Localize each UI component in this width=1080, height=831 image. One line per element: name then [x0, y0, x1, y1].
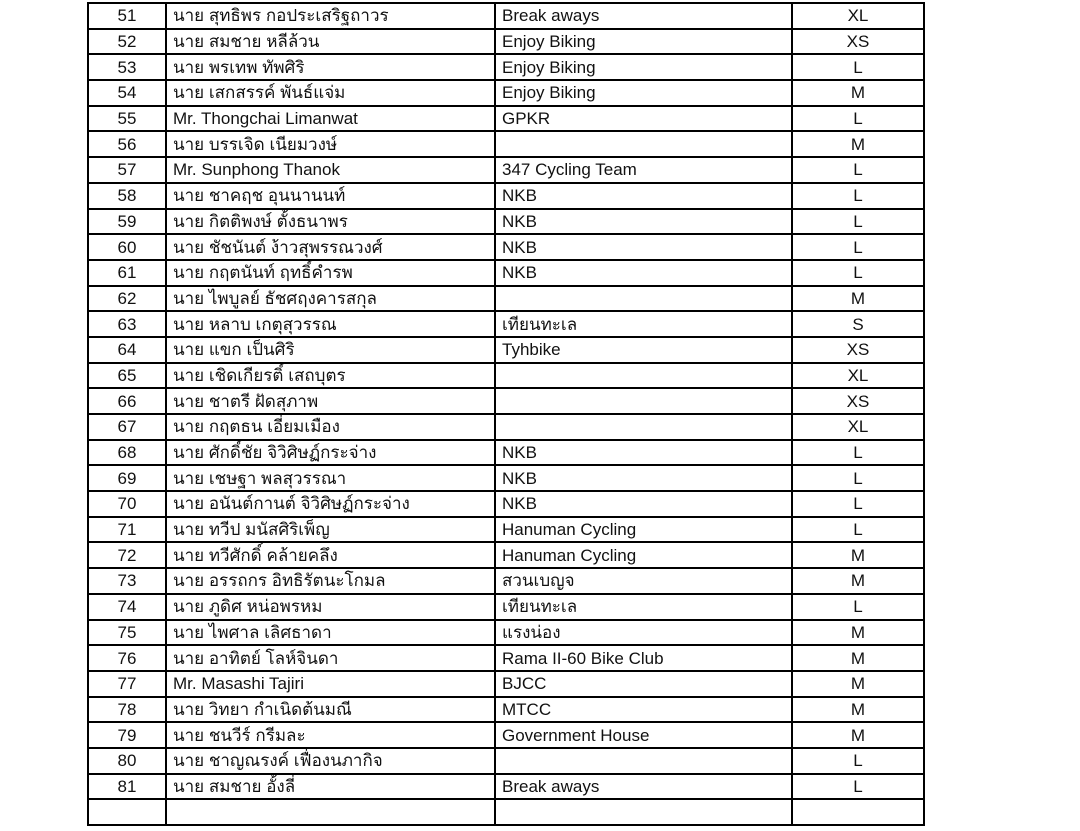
shirt-size-cell: M: [792, 645, 924, 671]
team-name-cell: เทียนทะเล: [495, 594, 792, 620]
shirt-size-cell: M: [792, 131, 924, 157]
participant-name-cell: นาย วิทยา กำเนิดต้นมณี: [166, 697, 495, 723]
team-name-cell: NKB: [495, 491, 792, 517]
shirt-size-cell: L: [792, 157, 924, 183]
row-number-cell: 67: [88, 414, 166, 440]
team-name-cell: BJCC: [495, 671, 792, 697]
shirt-size-cell: L: [792, 517, 924, 543]
row-number-cell: 78: [88, 697, 166, 723]
participant-name-cell: นาย แขก เป็นศิริ: [166, 337, 495, 363]
table-row: [88, 131, 924, 157]
shirt-size-cell: [792, 799, 924, 825]
row-number-cell: 59: [88, 209, 166, 235]
team-name-cell: [495, 799, 792, 825]
shirt-size-cell: S: [792, 311, 924, 337]
shirt-size-cell: XL: [792, 363, 924, 389]
participant-name-cell: นาย ศักดิ์ชัย จิวิศิษฏ์กระจ่าง: [166, 440, 495, 466]
table-row: [88, 517, 924, 543]
row-number-cell: 54: [88, 80, 166, 106]
row-number-cell: 79: [88, 722, 166, 748]
shirt-size-cell: L: [792, 106, 924, 132]
participant-name-cell: นาย ชาตรี ฝัดสุภาพ: [166, 388, 495, 414]
row-number-cell: 64: [88, 337, 166, 363]
team-name-cell: NKB: [495, 440, 792, 466]
table-row: [88, 157, 924, 183]
table-row: [88, 54, 924, 80]
participant-name-cell: นาย กิตติพงษ์ ตั้งธนาพร: [166, 209, 495, 235]
team-name-cell: Hanuman Cycling: [495, 542, 792, 568]
row-number-cell: [88, 799, 166, 825]
participant-name-cell: นาย บรรเจิด เนียมวงษ์: [166, 131, 495, 157]
participant-name-cell: นาย เชิดเกียรติ์ เสถบุตร: [166, 363, 495, 389]
table-row: [88, 697, 924, 723]
table-row: [88, 363, 924, 389]
participant-name-cell: นาย หลาบ เกตุสุวรรณ: [166, 311, 495, 337]
row-number-cell: 55: [88, 106, 166, 132]
shirt-size-cell: L: [792, 465, 924, 491]
shirt-size-cell: L: [792, 748, 924, 774]
shirt-size-cell: L: [792, 183, 924, 209]
team-name-cell: [495, 414, 792, 440]
shirt-size-cell: XS: [792, 337, 924, 363]
row-number-cell: 65: [88, 363, 166, 389]
shirt-size-cell: L: [792, 491, 924, 517]
table-row: [88, 286, 924, 312]
table-row: [88, 183, 924, 209]
participant-name-cell: Mr. Masashi Tajiri: [166, 671, 495, 697]
team-name-cell: Hanuman Cycling: [495, 517, 792, 543]
table-row: [88, 80, 924, 106]
team-name-cell: Rama II-60 Bike Club: [495, 645, 792, 671]
participant-name-cell: นาย ไพบูลย์ ธัชศฤงคารสกุล: [166, 286, 495, 312]
shirt-size-cell: L: [792, 54, 924, 80]
team-name-cell: [495, 286, 792, 312]
row-number-cell: 60: [88, 234, 166, 260]
team-name-cell: [495, 131, 792, 157]
table-row: [88, 260, 924, 286]
team-name-cell: NKB: [495, 465, 792, 491]
shirt-size-cell: XL: [792, 3, 924, 29]
participant-name-cell: Mr. Thongchai Limanwat: [166, 106, 495, 132]
participant-name-cell: นาย อนันต์กานต์ จิวิศิษฏ์กระจ่าง: [166, 491, 495, 517]
row-number-cell: 76: [88, 645, 166, 671]
shirt-size-cell: L: [792, 440, 924, 466]
row-number-cell: 61: [88, 260, 166, 286]
team-name-cell: [495, 363, 792, 389]
row-number-cell: 74: [88, 594, 166, 620]
team-name-cell: [495, 748, 792, 774]
participants-table: [87, 2, 925, 826]
row-number-cell: 71: [88, 517, 166, 543]
table-row: [88, 799, 924, 825]
row-number-cell: 56: [88, 131, 166, 157]
team-name-cell: Enjoy Biking: [495, 54, 792, 80]
table-row: [88, 671, 924, 697]
row-number-cell: 80: [88, 748, 166, 774]
participant-name-cell: นาย ชาคฤช อุนนานนท์: [166, 183, 495, 209]
participant-name-cell: [166, 799, 495, 825]
row-number-cell: 57: [88, 157, 166, 183]
row-number-cell: 69: [88, 465, 166, 491]
team-name-cell: NKB: [495, 234, 792, 260]
row-number-cell: 75: [88, 620, 166, 646]
participant-name-cell: นาย เชษฐา พลสุวรรณา: [166, 465, 495, 491]
participant-name-cell: นาย ภูดิศ หน่อพรหม: [166, 594, 495, 620]
participant-name-cell: นาย สุทธิพร กอประเสริฐถาวร: [166, 3, 495, 29]
team-name-cell: Enjoy Biking: [495, 29, 792, 55]
participant-name-cell: นาย เสกสรรค์ พันธ์แจ่ม: [166, 80, 495, 106]
participant-name-cell: นาย ทวีป มนัสศิริเพ็ญ: [166, 517, 495, 543]
shirt-size-cell: M: [792, 671, 924, 697]
shirt-size-cell: M: [792, 542, 924, 568]
participant-name-cell: นาย สมชาย อั้งลี่: [166, 774, 495, 800]
team-name-cell: เทียนทะเล: [495, 311, 792, 337]
team-name-cell: GPKR: [495, 106, 792, 132]
shirt-size-cell: M: [792, 286, 924, 312]
team-name-cell: Government House: [495, 722, 792, 748]
participant-name-cell: นาย ชาญณรงค์ เฟื่องนภากิจ: [166, 748, 495, 774]
row-number-cell: 72: [88, 542, 166, 568]
table-row: [88, 645, 924, 671]
team-name-cell: NKB: [495, 209, 792, 235]
table-row: [88, 414, 924, 440]
shirt-size-cell: M: [792, 568, 924, 594]
shirt-size-cell: L: [792, 234, 924, 260]
table-row: [88, 106, 924, 132]
participant-name-cell: นาย กฤตธน เอี่ยมเมือง: [166, 414, 495, 440]
shirt-size-cell: M: [792, 620, 924, 646]
participant-name-cell: นาย กฤตนันท์ ฤทธิ์คำรพ: [166, 260, 495, 286]
participant-name-cell: นาย พรเทพ ทัพศิริ: [166, 54, 495, 80]
table-row: [88, 337, 924, 363]
shirt-size-cell: M: [792, 80, 924, 106]
shirt-size-cell: XS: [792, 29, 924, 55]
participant-name-cell: นาย ชัชนันต์ ง้าวสุพรรณวงศ์: [166, 234, 495, 260]
table-row: [88, 311, 924, 337]
participant-name-cell: นาย ไพศาล เลิศธาดา: [166, 620, 495, 646]
table-row: [88, 29, 924, 55]
table-row: [88, 234, 924, 260]
participant-name-cell: นาย อาทิตย์ โลห์จินดา: [166, 645, 495, 671]
row-number-cell: 81: [88, 774, 166, 800]
table-row: [88, 440, 924, 466]
shirt-size-cell: L: [792, 594, 924, 620]
row-number-cell: 58: [88, 183, 166, 209]
team-name-cell: Tyhbike: [495, 337, 792, 363]
team-name-cell: MTCC: [495, 697, 792, 723]
row-number-cell: 77: [88, 671, 166, 697]
shirt-size-cell: L: [792, 260, 924, 286]
table-row: [88, 748, 924, 774]
team-name-cell: NKB: [495, 260, 792, 286]
shirt-size-cell: M: [792, 722, 924, 748]
team-name-cell: NKB: [495, 183, 792, 209]
row-number-cell: 52: [88, 29, 166, 55]
participant-name-cell: นาย สมชาย หลีล้วน: [166, 29, 495, 55]
team-name-cell: 347 Cycling Team: [495, 157, 792, 183]
table-row: [88, 568, 924, 594]
team-name-cell: Break aways: [495, 3, 792, 29]
table-row: [88, 594, 924, 620]
row-number-cell: 63: [88, 311, 166, 337]
shirt-size-cell: M: [792, 697, 924, 723]
team-name-cell: แรงน่อง: [495, 620, 792, 646]
participants-table-body: [88, 3, 924, 825]
row-number-cell: 68: [88, 440, 166, 466]
row-number-cell: 53: [88, 54, 166, 80]
table-row: [88, 542, 924, 568]
table-row: [88, 209, 924, 235]
team-name-cell: Break aways: [495, 774, 792, 800]
table-row: [88, 465, 924, 491]
table-row: [88, 722, 924, 748]
row-number-cell: 51: [88, 3, 166, 29]
participant-name-cell: นาย ทวีศักดิ์ คล้ายคลึง: [166, 542, 495, 568]
table-row: [88, 620, 924, 646]
team-name-cell: Enjoy Biking: [495, 80, 792, 106]
row-number-cell: 70: [88, 491, 166, 517]
participant-name-cell: นาย อรรถกร อิทธิรัตนะโกมล: [166, 568, 495, 594]
team-name-cell: [495, 388, 792, 414]
shirt-size-cell: L: [792, 774, 924, 800]
team-name-cell: สวนเบญจ: [495, 568, 792, 594]
table-row: [88, 3, 924, 29]
table-row: [88, 774, 924, 800]
shirt-size-cell: XS: [792, 388, 924, 414]
participant-name-cell: นาย ชนวีร์ กรีมละ: [166, 722, 495, 748]
row-number-cell: 73: [88, 568, 166, 594]
row-number-cell: 66: [88, 388, 166, 414]
shirt-size-cell: L: [792, 209, 924, 235]
table-row: [88, 491, 924, 517]
table-row: [88, 388, 924, 414]
row-number-cell: 62: [88, 286, 166, 312]
participant-name-cell: Mr. Sunphong Thanok: [166, 157, 495, 183]
shirt-size-cell: XL: [792, 414, 924, 440]
